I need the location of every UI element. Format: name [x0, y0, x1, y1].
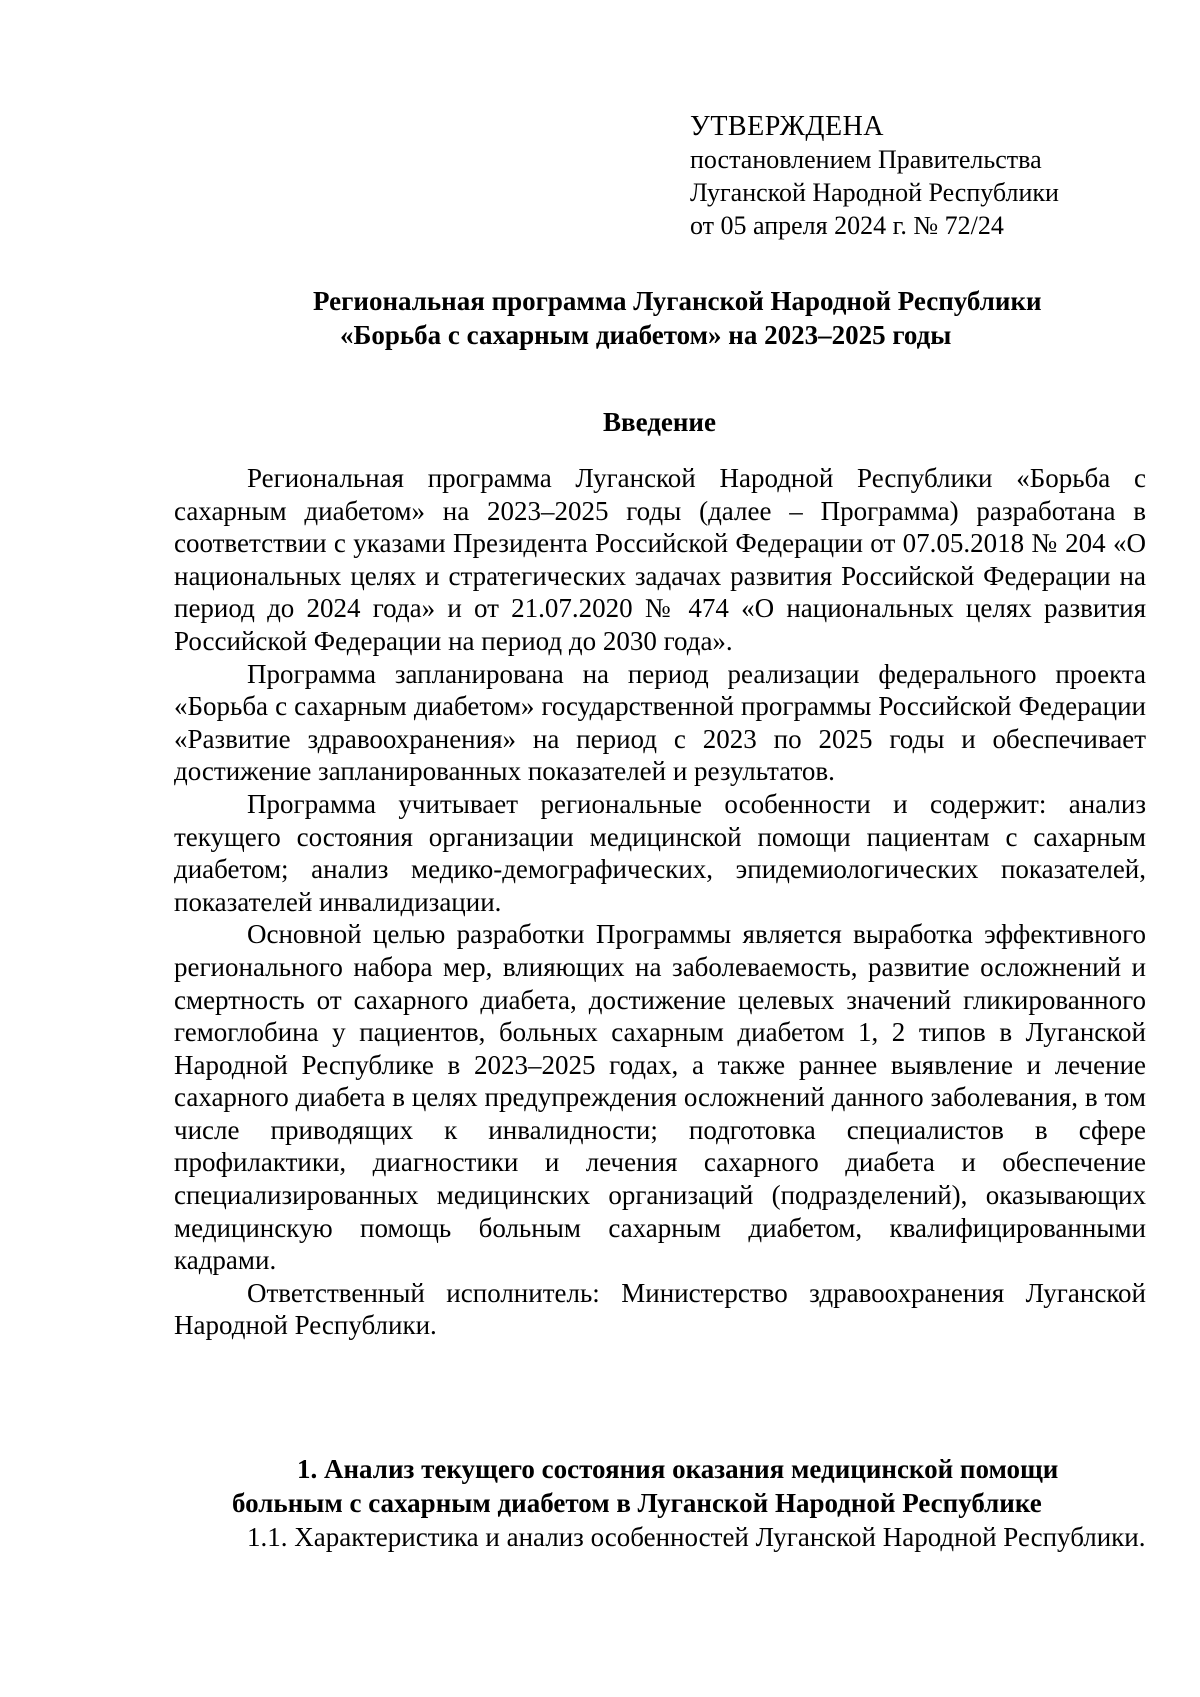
section-1-body: [174, 1521, 1146, 1554]
intro-heading: Введение: [603, 407, 716, 437]
paragraph: Программа запланирована на период реализации федерального проекта «Борьба с сахарным диабетом» государственной программы Российской Федерации «Развитие здравоохранения» на период с 2023 по 2025 годы и обеспечивает достижение запланированных показателей и результатов.: [174, 658, 1146, 787]
section-heading-line: больным с сахарным диабетом в Луганской Народной Республике: [232, 1488, 1042, 1518]
paragraph: Программа учитывает региональные особенности и содержит: анализ текущего состояния организации медицинской помощи пациентам с сахарным диабетом; анализ медико-демографических, эпидемиологических показателей, показателей инвалидизации.: [174, 788, 1146, 917]
approval-line: постановлением Правительства: [690, 145, 1042, 174]
approval-stamp: УТВЕРЖДЕНА: [690, 111, 885, 142]
subsection-paragraph: 1.1. Характеристика и анализ особенностей Луганской Народной Республики.: [247, 1522, 1146, 1552]
intro-body: [174, 462, 1146, 1342]
paragraph: Ответственный исполнитель: Министерство здравоохранения Луганской Народной Республики.: [174, 1277, 1146, 1341]
approval-block: [690, 110, 1059, 242]
title-line: «Борьба с сахарным диабетом» на 2023–2025 годы: [340, 320, 952, 350]
title-line: Региональная программа Луганской Народной Республики: [313, 286, 1042, 316]
section-heading-line: 1. Анализ текущего состояния оказания медицинской помощи: [297, 1454, 1059, 1484]
paragraph: Региональная программа Луганской Народной Республики «Борьба с сахарным диабетом» на 2023–2025 годы (далее – Программа) разработана в соответствии с указами Президента Российской Федерации от 07.05.2018 № 204 «О национальных целях и стратегических задачах развития Российской Федерации на период до 2024 года» и от 21.07.2020 № 474 «О национальных целях развития Российской Федерации на период до 2030 года».: [174, 463, 1146, 656]
approval-date: от 05 апреля 2024 г. № 72/24: [690, 211, 1004, 240]
approval-line: Луганской Народной Республики: [690, 178, 1059, 207]
paragraph: Основной целью разработки Программы является выработка эффективного регионального набора мер, влияющих на заболеваемость, развитие осложнений и смертность от сахарного диабета, достижение целевых значений гликированного гемоглобина у пациентов, больных сахарным диабетом 1, 2 типов в Луганской Народной Республике в 2023–2025 годах, а также раннее выявление и лечение сахарного диабета в целях предупреждения осложнений данного заболевания, в том числе приводящих к инвалидности; подготовка специалистов в сфере профилактики, диагностики и лечения сахарного диабета и обеспечение специализированных медицинских организаций (подразделений), оказывающих медицинскую помощь больным сахарным диабетом, квалифицированными кадрами.: [174, 919, 1146, 1276]
